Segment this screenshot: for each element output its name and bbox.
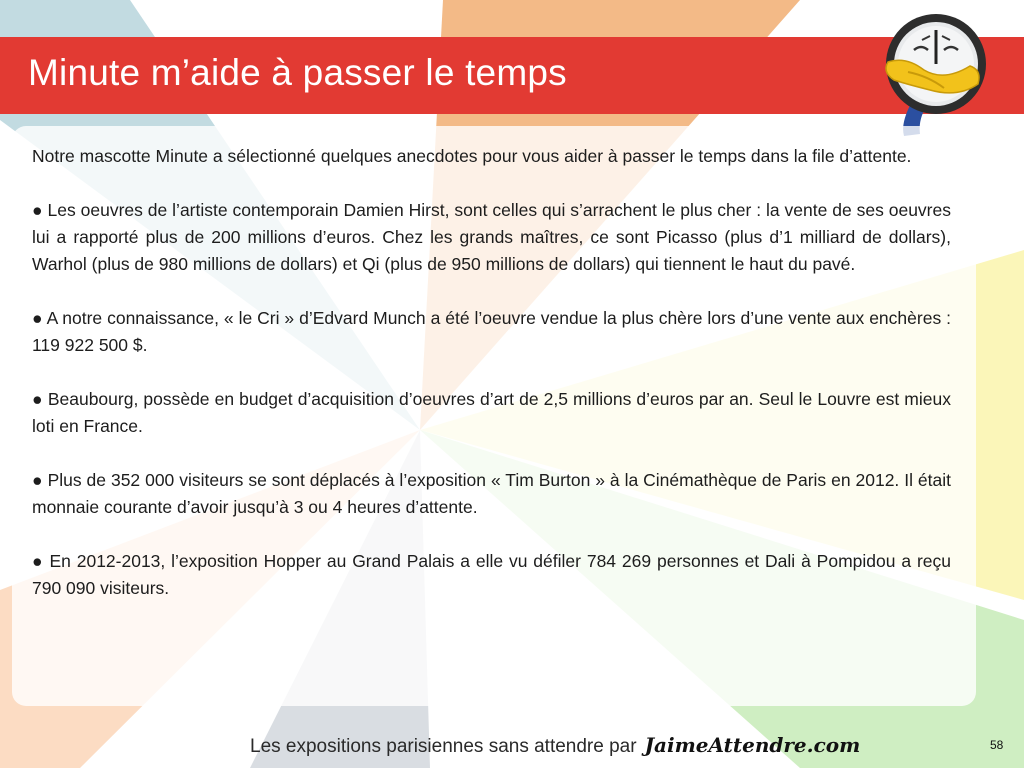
page-title: Minute m’aide à passer le temps: [28, 52, 567, 93]
clock-mascot-icon: [874, 6, 990, 140]
brand-logo: JaimeAttendre.com: [644, 733, 861, 757]
anecdote-item: ● En 2012-2013, l’exposition Hopper au Grand Palais a elle vu défiler 784 269 personnes et Dali à Pompidou a reçu 790 090 visiteurs.: [32, 551, 951, 598]
footer-text: Les expositions parisiennes sans attendre par: [250, 736, 637, 757]
anecdote-item: ● Les oeuvres de l’artiste contemporain Damien Hirst, sont celles qui s’arrachent le plus cher : la vente de ses oeuvres lui a rapporté plus de 200 millions d’euros. Chez les grands maîtres, ce sont Picasso (plus d’1 milliard de dollars), Warhol (plus de 980 millions de dollars) et Qi (plus de 950 millions de dollars) qui tiennent le haut du pavé.: [32, 200, 951, 274]
anecdote-item: ● Beaubourg, possède en budget d’acquisition d’oeuvres d’art de 2,5 millions d’euros par an. Seul le Louvre est mieux loti en France.: [32, 389, 951, 436]
anecdote-item: ● Plus de 352 000 visiteurs se sont déplacés à l’exposition « Tim Burton » à la Cinémathèque de Paris en 2012. Il était monnaie courante d’avoir jusqu’à 3 ou 4 heures d’attente.: [32, 470, 951, 517]
footer: [250, 733, 860, 758]
intro-paragraph: Notre mascotte Minute a sélectionné quelques anecdotes pour vous aider à passer le temps dans la file d’attente.: [32, 146, 912, 166]
anecdotes-text: [32, 143, 951, 602]
anecdote-item: ● A notre connaissance, « le Cri » d’Edvard Munch a été l’oeuvre vendue la plus chère lors d’une vente aux enchères : 119 922 500 $.: [32, 308, 951, 355]
page-number: 58: [990, 738, 1004, 752]
